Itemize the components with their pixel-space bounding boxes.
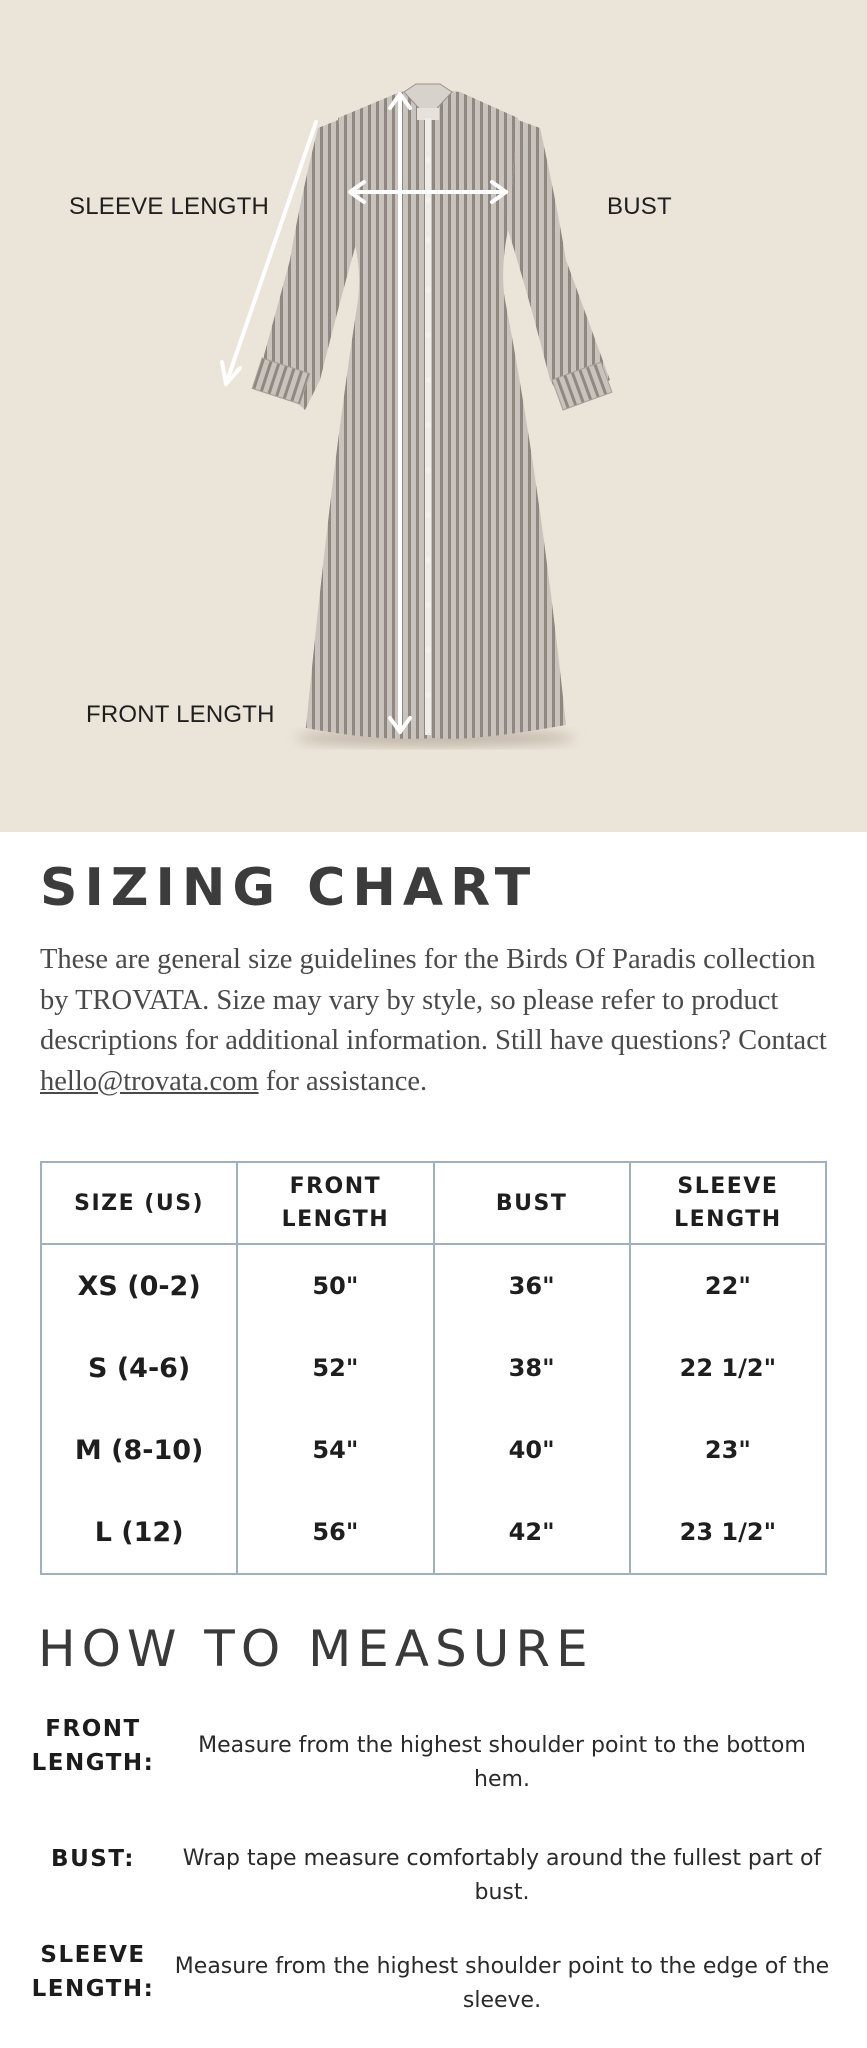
intro-paragraph — [40, 940, 840, 1102]
right-sleeve — [508, 120, 610, 405]
front-length-cell: 56" — [237, 1491, 433, 1574]
measure-label: FRONT LENGTH: — [31, 1716, 155, 1776]
sleeve-length-cell: 23" — [630, 1409, 826, 1491]
bust-cell: 40" — [434, 1409, 630, 1491]
sleeve-length-cell: 22 1/2" — [630, 1327, 826, 1409]
size-cell: L (12) — [41, 1491, 237, 1574]
measure-text: Measure from the highest shoulder point to the edge of the sleeve. — [174, 1954, 830, 2013]
front-length-cell: 50" — [237, 1244, 433, 1327]
how-to-measure-title: HOW TO MEASURE — [38, 1620, 594, 1678]
table-row — [41, 1327, 826, 1409]
header-front-length: FRONT LENGTH — [237, 1162, 433, 1244]
bust-cell: 36" — [434, 1244, 630, 1327]
measure-text: Wrap tape measure comfortably around the fullest part of bust. — [182, 1846, 822, 1905]
front-length-cell: 54" — [237, 1409, 433, 1491]
bust-cell: 38" — [434, 1327, 630, 1409]
intro-text-end: for assistance. — [258, 1065, 428, 1097]
measure-label: BUST: — [51, 1846, 135, 1872]
size-table — [40, 1161, 827, 1575]
sizing-chart-title: SIZING CHART — [40, 858, 538, 918]
size-cell: XS (0-2) — [41, 1244, 237, 1327]
sleeve-length-cell: 23 1/2" — [630, 1491, 826, 1574]
table-row — [41, 1244, 826, 1327]
table-row — [41, 1409, 826, 1491]
sleeve-length-cell: 22" — [630, 1244, 826, 1327]
intro-text: These are general size guidelines for the Birds Of Paradis collection by TROVATA. Size may vary by style, so please refer to product descriptions for additional information. Still have questions? Contact — [40, 944, 827, 1056]
bust-cell: 42" — [434, 1491, 630, 1574]
table-header-row — [41, 1162, 826, 1244]
header-bust: BUST — [434, 1162, 630, 1244]
measure-label: SLEEVE LENGTH: — [31, 1942, 155, 2002]
sleeve-length-label: SLEEVE LENGTH — [69, 193, 270, 220]
bust-label: BUST — [607, 193, 672, 220]
dress-diagram — [0, 0, 867, 832]
header-size: SIZE (US) — [41, 1162, 237, 1244]
size-cell: S (4-6) — [41, 1327, 237, 1409]
size-cell: M (8-10) — [41, 1409, 237, 1491]
contact-email-link[interactable]: hello@trovata.com — [40, 1065, 259, 1097]
front-length-cell: 52" — [237, 1327, 433, 1409]
front-length-label: FRONT LENGTH — [86, 701, 275, 728]
measure-text: Measure from the highest shoulder point to the bottom hem. — [198, 1733, 806, 1792]
header-sleeve-length: SLEEVE LENGTH — [630, 1162, 826, 1244]
table-row — [41, 1491, 826, 1574]
